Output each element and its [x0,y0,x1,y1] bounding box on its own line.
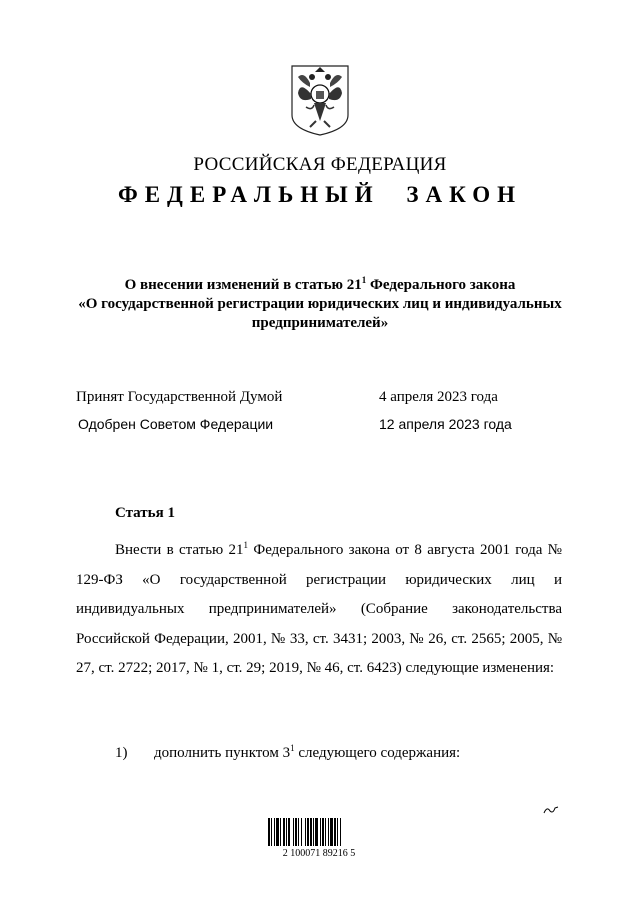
article-body: Внести в статью $21^1$ Федерального закона от 8 августа 2001 года № 129-ФЗ «О государственной регистрации юридических лиц и индивидуальных предпринимателей» (Собрание законодательства Российской Федерации, 2001, № 33, ст. 3431; 2003, № 26, ст. 2565; 2005, № 27, ст. 2722; 2017, № 1, ст. 29; 2019, № 46, ст. 6423) следующие изменения: [76,540,562,676]
document-type: ФЕДЕРАЛЬНЫЙ ЗАКОН [117,182,523,207]
coat-of-arms [288,63,352,137]
law-title-line-1: О внесении изменений в статью $21^1$ Федерального закона [124,275,516,293]
barcode-icon [266,818,372,846]
list-item-number: 1) [115,745,128,761]
council-approval-label: Одобрен Советом Федерации [78,416,274,432]
signature-mark-icon [543,805,559,815]
country-name: РОССИЙСКАЯ ФЕДЕРАЦИЯ [193,154,447,175]
law-title-line-3: предпринимателей» [251,315,389,331]
barcode-number: 2 100071 89216 5 [282,848,356,859]
list-item-text: дополнить пунктом $3^1$ следующего содержания: [154,743,461,761]
article-heading: Статья 1 [115,505,175,521]
law-title [60,276,580,333]
law-title-line-2: «О государственной регистрации юридических лиц и индивидуальных [78,296,562,312]
double-headed-eagle-icon [288,63,352,137]
duma-adoption-label: Принят Государственной Думой [76,389,283,405]
council-approval-date: 12 апреля 2023 года [379,416,512,432]
duma-adoption-date: 4 апреля 2023 года [379,389,498,405]
